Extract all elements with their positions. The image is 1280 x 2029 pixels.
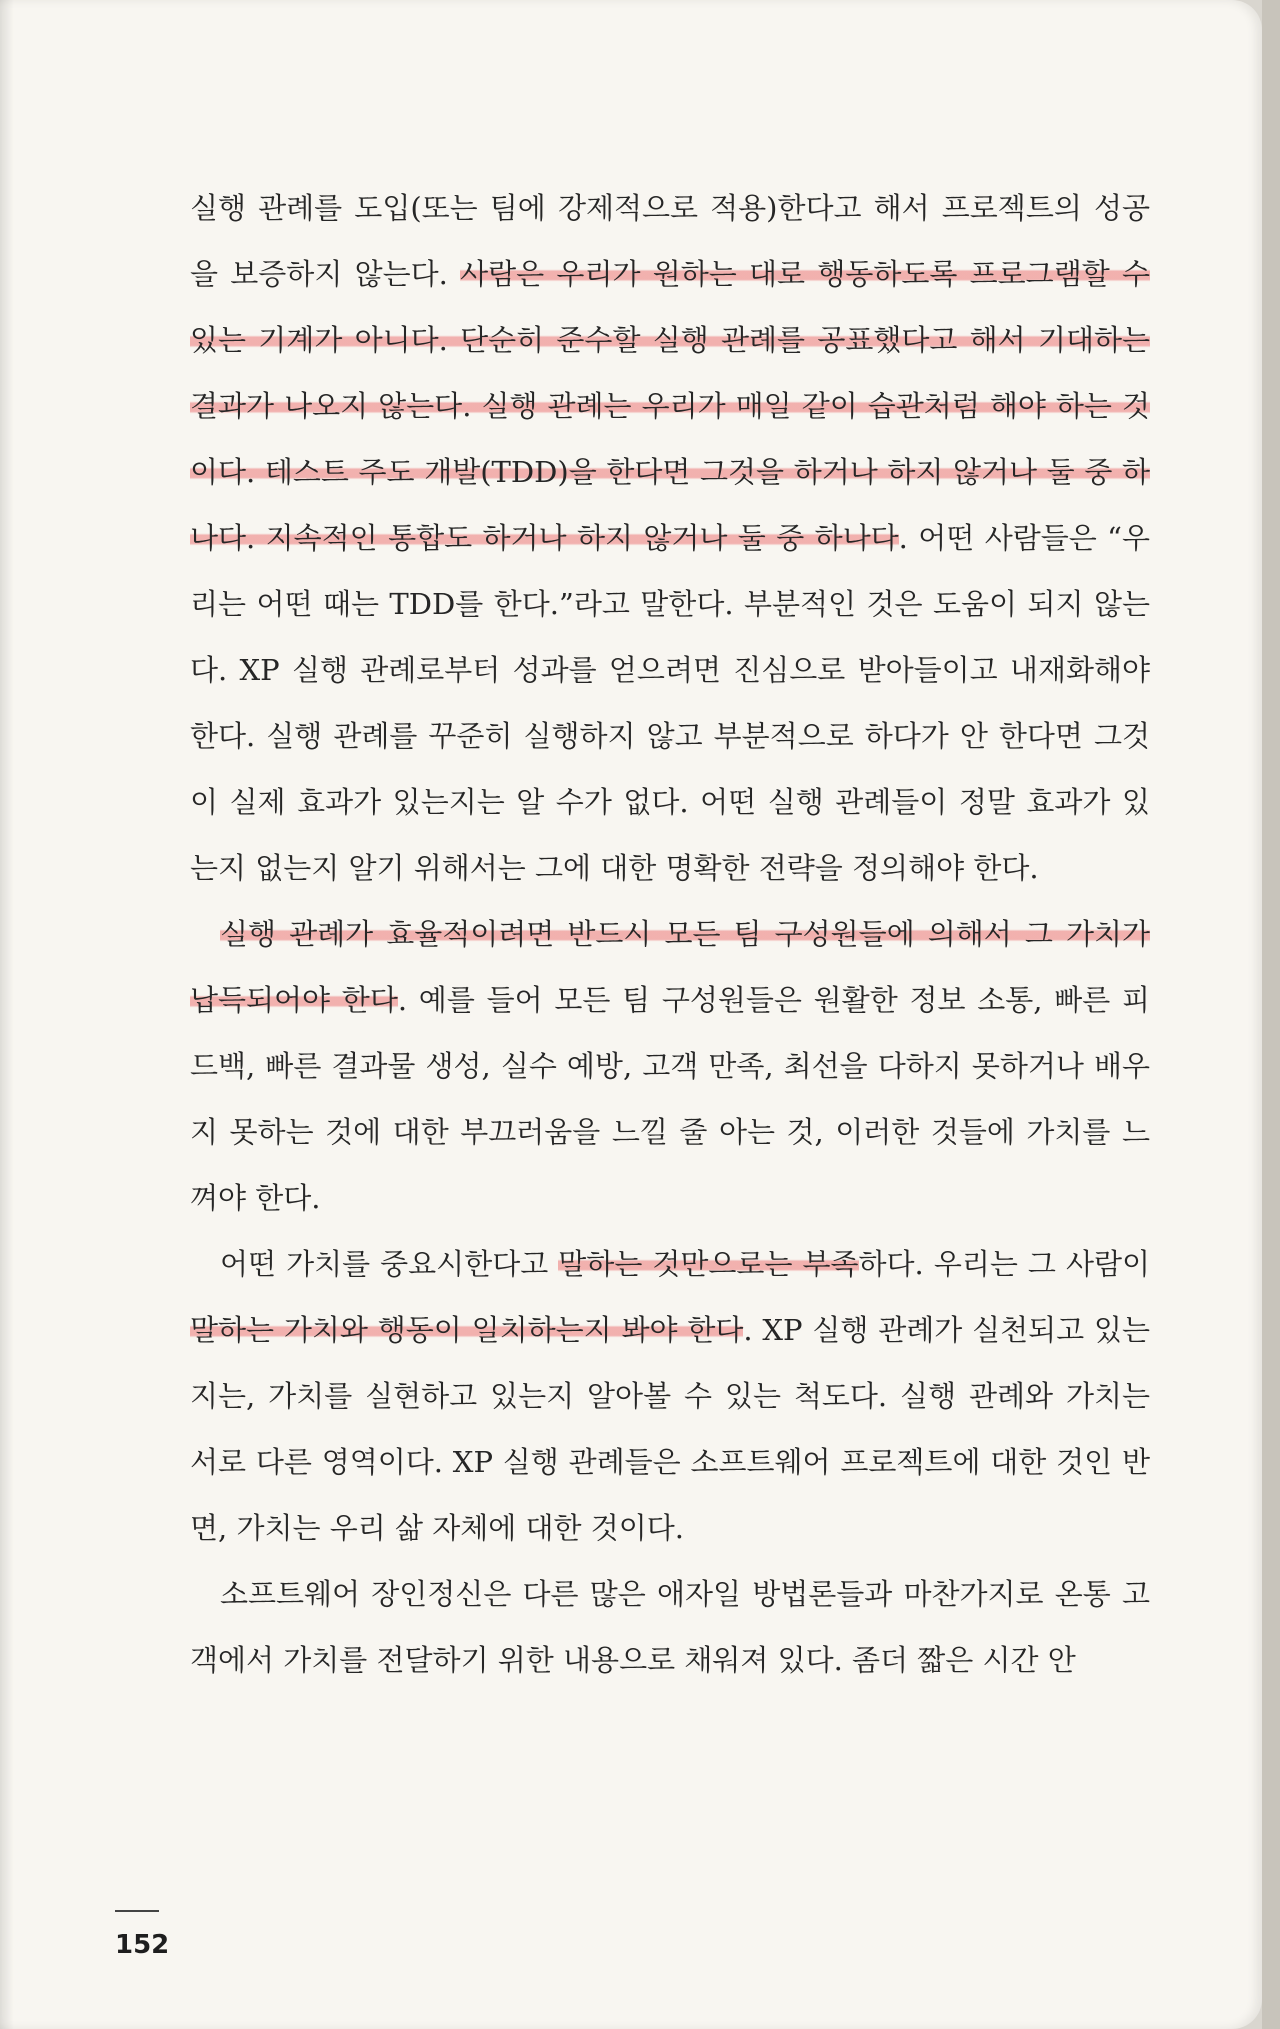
text-segment: 실행 관례를 도입(또는 팀에 강제적으로 적용)한다고 해서 프로젝트의 성공을 보증하지 않는다. — [190, 191, 1150, 291]
paragraph-4 — [190, 1561, 1150, 1693]
highlighted-text: 말하는 것만으로는 부족 — [558, 1247, 859, 1281]
footer-rule — [115, 1910, 159, 1912]
highlighted-text: 사람은 우리가 원하는 대로 행동하도록 프로그램할 수 있는 기계가 아니다. 단순히 준수할 실행 관례를 공표했다고 해서 기대하는 결과가 나오지 않는다. 실행 관례는 우리가 매일 같이 습관처럼 해야 하는 것이다. 테스트 주도 개발(TDD)을 한다면 그것을 하거나 하지 않거나 둘 중 하나다. 지속적인 통합도 하거나 하지 않거나 둘 중 하나다 — [190, 257, 1150, 555]
text-segment: 하다. 우리는 그 사람이 — [858, 1247, 1151, 1281]
text-segment: 어떤 가치를 중요시한다고 — [220, 1247, 559, 1281]
text-segment: . XP 실행 관례가 실천되고 있는지는, 가치를 실현하고 있는지 알아볼 수 있는 척도다. 실행 관례와 가치는 서로 다른 영역이다. XP 실행 관례들은 소프트웨어 프로젝트에 대한 것인 반면, 가치는 우리 삶 자체에 대한 것이다. — [190, 1313, 1150, 1545]
paragraph-3 — [190, 1231, 1150, 1561]
page-edge — [1262, 0, 1280, 2029]
body-text — [190, 175, 1150, 1693]
gutter-shadow — [0, 0, 14, 2029]
text-segment: . 어떤 사람들은 “우리는 어떤 때는 TDD를 한다.”라고 말한다. 부분적인 것은 도움이 되지 않는다. XP 실행 관례로부터 성과를 얻으려면 진심으로 받아들이고 내재화해야 한다. 실행 관례를 꾸준히 실행하지 않고 부분적으로 하다가 안 한다면 그것이 실제 효과가 있는지는 알 수가 없다. 어떤 실행 관례들이 정말 효과가 있는지 없는지 알기 위해서는 그에 대한 명확한 전략을 정의해야 한다. — [190, 521, 1150, 885]
page-number: 152 — [115, 1930, 170, 1960]
highlighted-text: 실행 관례가 효율적이려면 반드시 모든 팀 구성원들에 의해서 그 가치가 납득되어야 한다 — [190, 917, 1150, 1017]
highlighted-text: 말하는 가치와 행동이 일치하는지 봐야 한다 — [190, 1313, 744, 1347]
paragraph-1 — [190, 175, 1150, 901]
paragraph-2 — [190, 901, 1150, 1231]
text-segment: 소프트웨어 장인정신은 다른 많은 애자일 방법론들과 마찬가지로 온통 고객에서 가치를 전달하기 위한 내용으로 채워져 있다. 좀더 짧은 시간 안 — [190, 1577, 1150, 1677]
text-segment: . 예를 들어 모든 팀 구성원들은 원활한 정보 소통, 빠른 피드백, 빠른 결과물 생성, 실수 예방, 고객 만족, 최선을 다하지 못하거나 배우지 못하는 것에 대한 부끄러움을 느낄 줄 아는 것, 이러한 것들에 가치를 느껴야 한다. — [190, 983, 1150, 1215]
